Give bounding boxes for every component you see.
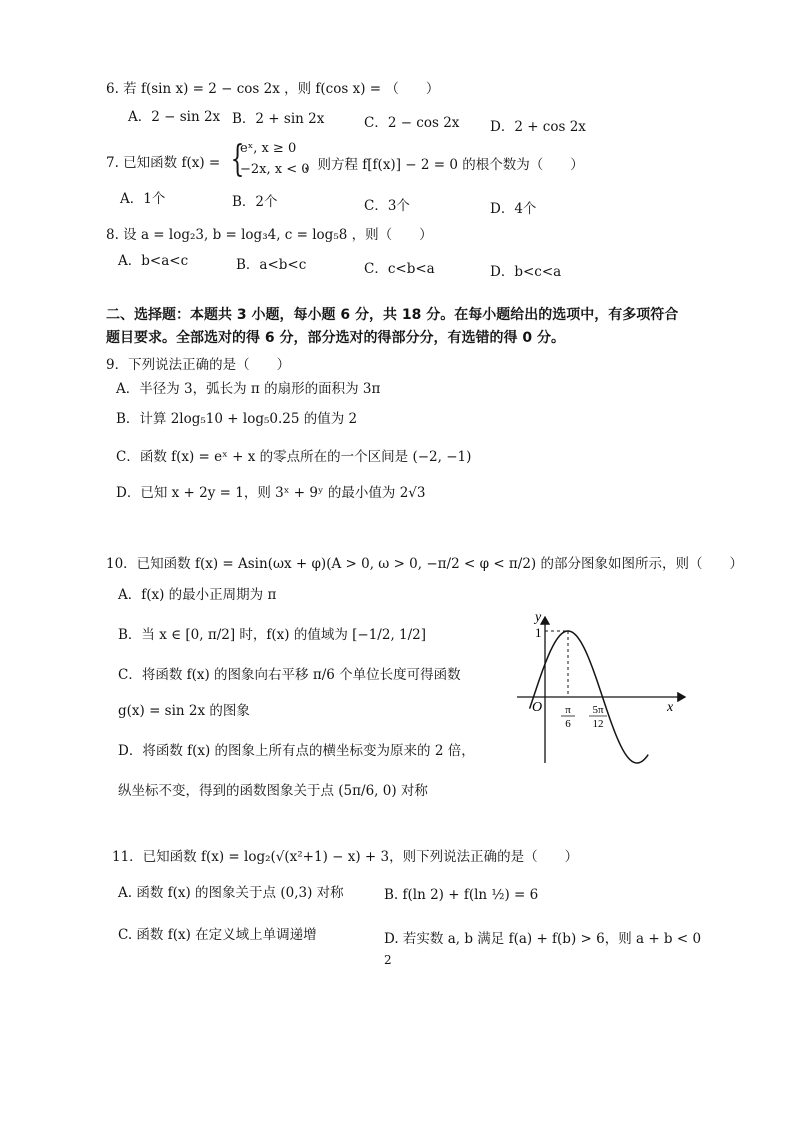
y-axis-label: y: [535, 610, 542, 625]
q7-option-d: D．4个: [490, 201, 537, 217]
x-tick-5pi-12-den: 12: [592, 718, 604, 730]
q11-option-c: C. 函数 f(x) 在定义域上单调递增: [118, 927, 317, 943]
q10-option-a: A．f(x) 的最小正周期为 π: [118, 587, 277, 603]
q11-option-b: B. f(ln 2) + f(ln ½) = 6: [384, 887, 539, 903]
q7-piece-2: −2x, x < 0: [240, 162, 310, 177]
section-2-heading-line-2: 题目要求。全部选对的得 6 分，部分选对的得部分分，有选错的得 0 分。: [106, 330, 565, 346]
x-tick-pi-6-den: 6: [565, 718, 571, 730]
q9-option-b: B．计算 2log₅10 + log₅0.25 的值为 2: [116, 411, 358, 427]
q6-option-b: B．2 + sin 2x: [232, 111, 325, 127]
q9-option-d: D．已知 x + 2y = 1，则 3ˣ + 9ʸ 的最小值为 2√3: [116, 485, 426, 501]
q10-option-d-line-2: 纵坐标不变，得到的函数图象关于点 (5π/6, 0) 对称: [118, 783, 428, 799]
sine-graph: [505, 605, 695, 770]
x-tick-pi-6: π: [565, 704, 571, 716]
q8-option-d: D．b<c<a: [490, 264, 562, 280]
q11-option-a: A. 函数 f(x) 的图象关于点 (0,3) 对称: [118, 885, 344, 901]
question-7-stem-suffix: ，则方程 f[f(x)] − 2 = 0 的根个数为（ ）: [304, 157, 584, 173]
q10-option-c-line-1: C．将函数 f(x) 的图象向右平移 π/6 个单位长度可得函数: [118, 667, 461, 683]
question-11-stem: 11．已知函数 f(x) = log₂(√(x²+1) − x) + 3，则下列说法正确的是（ ）: [112, 849, 579, 865]
q7-option-a: A．1个: [120, 191, 166, 207]
q6-option-d: D．2 + cos 2x: [490, 119, 586, 135]
q9-option-a: A．半径为 3，弧长为 π 的扇形的面积为 3π: [116, 381, 381, 397]
section-2-heading-line-1: 二、选择题：本题共 3 小题，每小题 6 分，共 18 分。在每小题给出的选项中，有多项符合: [106, 307, 679, 323]
q7-piecewise-brace: {: [230, 139, 245, 180]
question-10-stem: 10．已知函数 f(x) = Asin(ωx + φ)(A > 0, ω > 0, −π/2 < φ < π/2) 的部分图象如图所示，则（ ）: [106, 556, 743, 572]
origin-label: O: [532, 700, 543, 715]
x-tick-5pi-12: 5π: [592, 704, 604, 716]
q8-option-c: C．c<b<a: [364, 261, 435, 277]
q7-option-b: B．2个: [232, 194, 278, 210]
page-number: 2: [384, 953, 392, 967]
q6-option-a: A．2 − sin 2x: [128, 109, 221, 125]
question-6-stem: 6. 若 f(sin x) = 2 − cos 2x ，则 f(cos x) = （ ）: [106, 81, 440, 97]
question-8-stem: 8. 设 a = log₂3, b = log₃4, c = log₅8 ，则（ ）: [106, 227, 433, 243]
y-tick-1: 1: [535, 625, 542, 640]
q10-option-b: B．当 x ∈ [0, π/2] 时，f(x) 的值域为 [−1/2, 1/2]: [118, 627, 427, 643]
q8-option-a: A．b<a<c: [118, 253, 189, 269]
q11-option-d: D. 若实数 a, b 满足 f(a) + f(b) > 6，则 a + b < 0: [384, 931, 702, 947]
q8-option-b: B．a<b<c: [236, 257, 307, 273]
q6-option-c: C．2 − cos 2x: [364, 115, 460, 131]
q7-option-c: C．3个: [364, 198, 410, 214]
question-7-stem-prefix: 7. 已知函数 f(x) =: [106, 155, 221, 171]
question-9-stem: 9．下列说法正确的是（ ）: [106, 357, 291, 373]
x-axis-label: x: [667, 700, 674, 715]
q10-option-d-line-1: D．将函数 f(x) 的图象上所有点的横坐标变为原来的 2 倍，: [118, 743, 475, 759]
q9-option-c: C．函数 f(x) = eˣ + x 的零点所在的一个区间是 (−2, −1): [116, 449, 472, 465]
q7-piece-1: eˣ, x ≥ 0: [240, 141, 297, 156]
q10-option-c-line-2: g(x) = sin 2x 的图象: [118, 703, 250, 719]
